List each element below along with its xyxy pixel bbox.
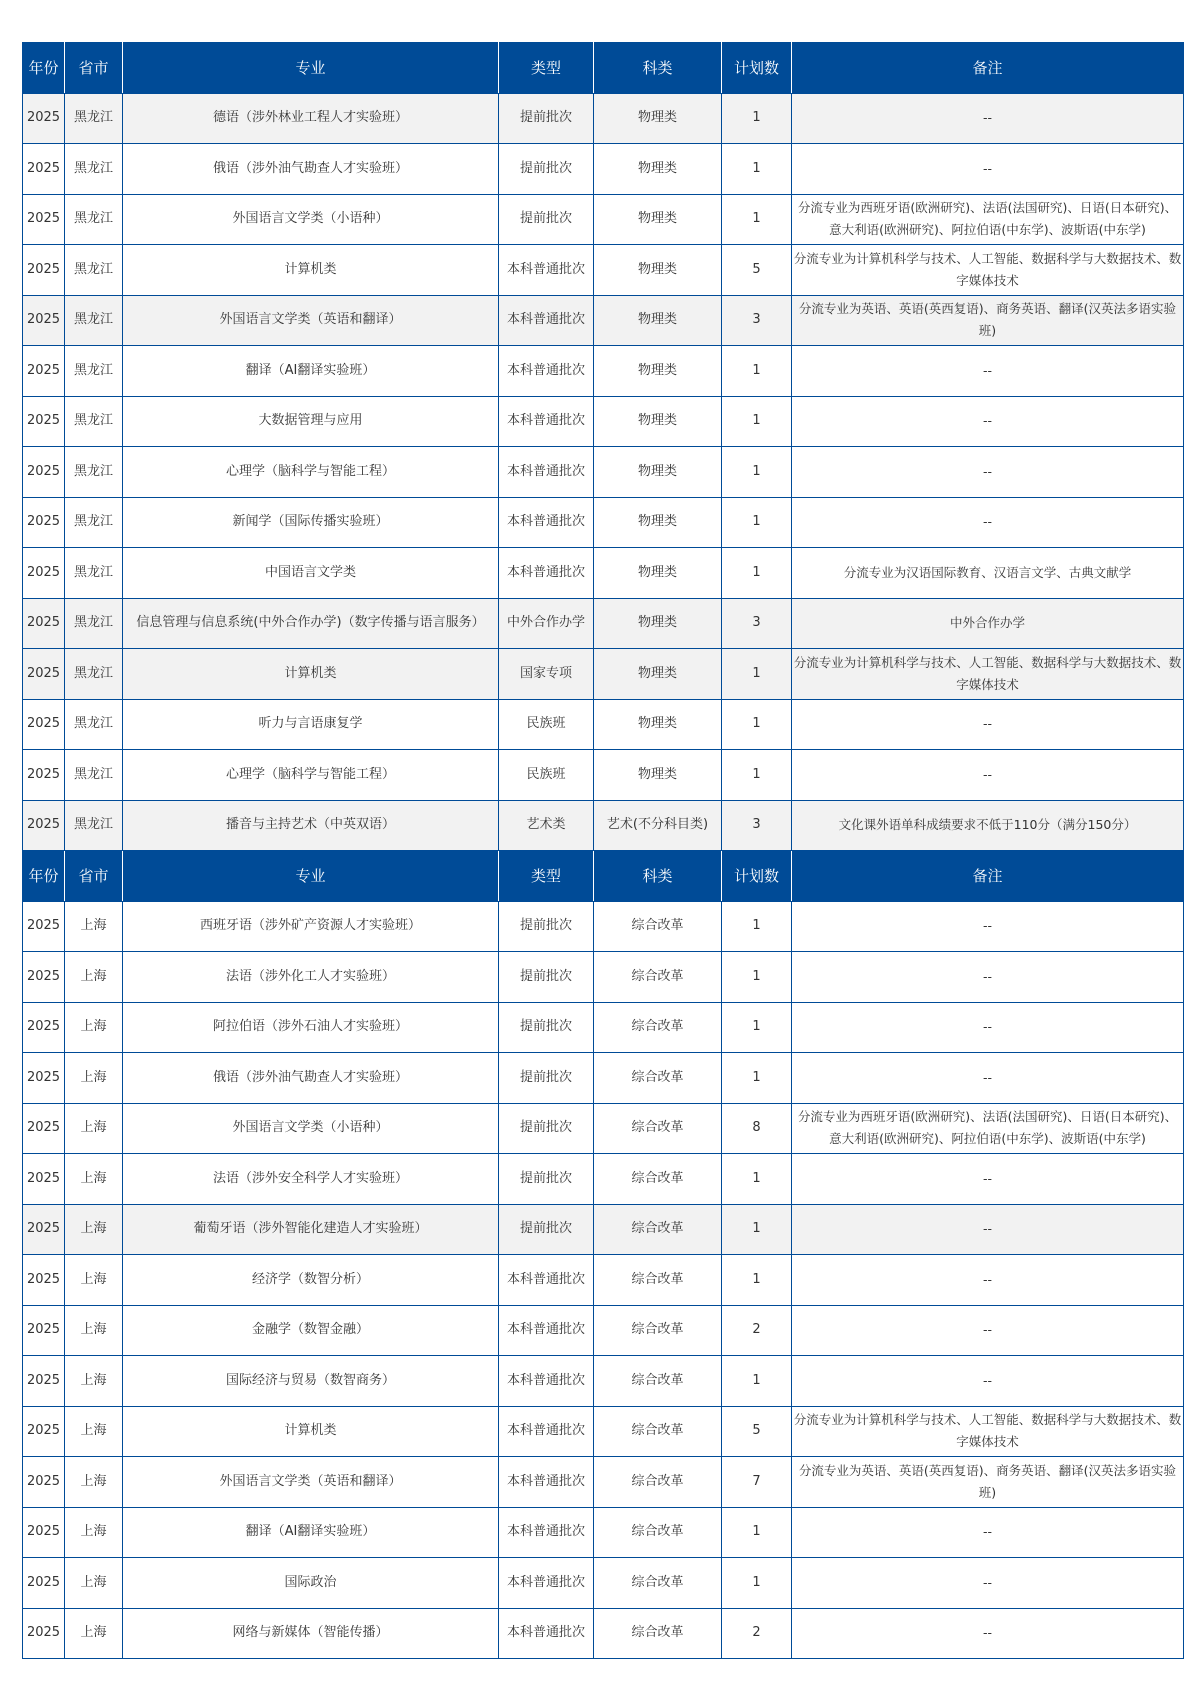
cell-year: 2025	[23, 447, 65, 498]
cell-year: 2025	[23, 1608, 65, 1659]
cell-note: --	[792, 952, 1184, 1003]
cell-major: 心理学（脑科学与智能工程）	[123, 447, 499, 498]
cell-province: 上海	[65, 1457, 123, 1508]
cell-major: 播音与主持艺术（中英双语）	[123, 800, 499, 851]
cell-type: 中外合作办学	[499, 598, 594, 649]
cell-year: 2025	[23, 1406, 65, 1457]
cell-note: --	[792, 1356, 1184, 1407]
table-row	[23, 1053, 1184, 1104]
cell-province: 黑龙江	[65, 699, 123, 750]
cell-note: --	[792, 144, 1184, 195]
cell-plan: 1	[722, 144, 792, 195]
cell-note: --	[792, 447, 1184, 498]
header-subject: 科类	[594, 851, 722, 902]
cell-province: 黑龙江	[65, 497, 123, 548]
cell-major: 俄语（涉外油气勘查人才实验班）	[123, 144, 499, 195]
table-row	[23, 1255, 1184, 1306]
cell-plan: 3	[722, 800, 792, 851]
cell-type: 提前批次	[499, 1103, 594, 1154]
cell-plan: 1	[722, 1507, 792, 1558]
cell-note: --	[792, 346, 1184, 397]
cell-province: 上海	[65, 1305, 123, 1356]
table-row	[23, 800, 1184, 851]
cell-province: 上海	[65, 1255, 123, 1306]
cell-type: 提前批次	[499, 93, 594, 144]
table-header-row	[23, 851, 1184, 902]
cell-plan: 1	[722, 447, 792, 498]
cell-year: 2025	[23, 1507, 65, 1558]
cell-plan: 1	[722, 750, 792, 801]
cell-subject: 物理类	[594, 447, 722, 498]
header-type: 类型	[499, 43, 594, 94]
cell-type: 提前批次	[499, 194, 594, 245]
cell-province: 黑龙江	[65, 194, 123, 245]
cell-note: --	[792, 901, 1184, 952]
header-province: 省市	[65, 43, 123, 94]
table-row	[23, 1002, 1184, 1053]
table-row	[23, 497, 1184, 548]
cell-province: 上海	[65, 952, 123, 1003]
table-row	[23, 649, 1184, 700]
cell-type: 本科普通批次	[499, 346, 594, 397]
cell-subject: 综合改革	[594, 1457, 722, 1508]
cell-note: --	[792, 396, 1184, 447]
cell-plan: 1	[722, 548, 792, 599]
cell-type: 本科普通批次	[499, 548, 594, 599]
cell-year: 2025	[23, 548, 65, 599]
cell-province: 上海	[65, 1154, 123, 1205]
cell-year: 2025	[23, 649, 65, 700]
cell-plan: 3	[722, 598, 792, 649]
cell-year: 2025	[23, 598, 65, 649]
cell-province: 黑龙江	[65, 144, 123, 195]
cell-note: 分流专业为汉语国际教育、汉语言文学、古典文献学	[792, 548, 1184, 599]
cell-subject: 综合改革	[594, 901, 722, 952]
cell-note: --	[792, 1053, 1184, 1104]
cell-subject: 综合改革	[594, 1103, 722, 1154]
table-row	[23, 396, 1184, 447]
table-row	[23, 1406, 1184, 1457]
cell-subject: 综合改革	[594, 952, 722, 1003]
cell-type: 本科普通批次	[499, 1507, 594, 1558]
cell-subject: 综合改革	[594, 1002, 722, 1053]
cell-province: 上海	[65, 1558, 123, 1609]
cell-major: 大数据管理与应用	[123, 396, 499, 447]
cell-note: --	[792, 1608, 1184, 1659]
cell-type: 民族班	[499, 750, 594, 801]
table-row	[23, 598, 1184, 649]
header-major: 专业	[123, 43, 499, 94]
cell-note: 分流专业为计算机科学与技术、人工智能、数据科学与大数据技术、数字媒体技术	[792, 649, 1184, 700]
cell-note: --	[792, 1305, 1184, 1356]
header-type: 类型	[499, 851, 594, 902]
cell-major: 国际经济与贸易（数智商务）	[123, 1356, 499, 1407]
cell-plan: 7	[722, 1457, 792, 1508]
cell-type: 民族班	[499, 699, 594, 750]
table-row	[23, 1204, 1184, 1255]
cell-province: 黑龙江	[65, 93, 123, 144]
cell-year: 2025	[23, 800, 65, 851]
table-body	[23, 43, 1184, 1659]
cell-subject: 物理类	[594, 245, 722, 296]
cell-subject: 物理类	[594, 93, 722, 144]
cell-major: 新闻学（国际传播实验班）	[123, 497, 499, 548]
table-row	[23, 750, 1184, 801]
cell-note: --	[792, 750, 1184, 801]
cell-note: 分流专业为计算机科学与技术、人工智能、数据科学与大数据技术、数字媒体技术	[792, 245, 1184, 296]
cell-subject: 物理类	[594, 649, 722, 700]
cell-major: 外国语言文学类（英语和翻译）	[123, 295, 499, 346]
cell-major: 经济学（数智分析）	[123, 1255, 499, 1306]
cell-note: --	[792, 1255, 1184, 1306]
cell-major: 葡萄牙语（涉外智能化建造人才实验班）	[123, 1204, 499, 1255]
cell-subject: 综合改革	[594, 1053, 722, 1104]
cell-year: 2025	[23, 952, 65, 1003]
cell-major: 计算机类	[123, 245, 499, 296]
cell-major: 计算机类	[123, 649, 499, 700]
cell-province: 黑龙江	[65, 649, 123, 700]
cell-major: 国际政治	[123, 1558, 499, 1609]
cell-subject: 物理类	[594, 699, 722, 750]
table-row	[23, 1103, 1184, 1154]
cell-subject: 综合改革	[594, 1608, 722, 1659]
cell-note: --	[792, 1154, 1184, 1205]
cell-year: 2025	[23, 245, 65, 296]
cell-province: 黑龙江	[65, 346, 123, 397]
table-row	[23, 952, 1184, 1003]
cell-year: 2025	[23, 1457, 65, 1508]
cell-province: 上海	[65, 1356, 123, 1407]
cell-year: 2025	[23, 1558, 65, 1609]
cell-major: 计算机类	[123, 1406, 499, 1457]
cell-plan: 1	[722, 1053, 792, 1104]
cell-subject: 物理类	[594, 346, 722, 397]
cell-note: 分流专业为英语、英语(英西复语)、商务英语、翻译(汉英法多语实验班)	[792, 1457, 1184, 1508]
cell-province: 上海	[65, 1002, 123, 1053]
cell-plan: 5	[722, 245, 792, 296]
cell-subject: 物理类	[594, 194, 722, 245]
cell-type: 本科普通批次	[499, 1608, 594, 1659]
table-row	[23, 1608, 1184, 1659]
cell-major: 金融学（数智金融）	[123, 1305, 499, 1356]
cell-plan: 1	[722, 649, 792, 700]
table-row	[23, 447, 1184, 498]
cell-province: 上海	[65, 1053, 123, 1104]
cell-note: 分流专业为英语、英语(英西复语)、商务英语、翻译(汉英法多语实验班)	[792, 295, 1184, 346]
cell-major: 信息管理与信息系统(中外合作办学)（数字传播与语言服务）	[123, 598, 499, 649]
cell-subject: 物理类	[594, 548, 722, 599]
cell-subject: 物理类	[594, 396, 722, 447]
cell-province: 上海	[65, 1103, 123, 1154]
cell-note: --	[792, 1002, 1184, 1053]
table-row	[23, 1356, 1184, 1407]
cell-note: --	[792, 1558, 1184, 1609]
cell-year: 2025	[23, 93, 65, 144]
cell-note: 分流专业为西班牙语(欧洲研究)、法语(法国研究)、日语(日本研究)、意大利语(欧洲研究)、阿拉伯语(中东学)、波斯语(中东学)	[792, 194, 1184, 245]
cell-year: 2025	[23, 750, 65, 801]
cell-major: 法语（涉外安全科学人才实验班）	[123, 1154, 499, 1205]
cell-major: 心理学（脑科学与智能工程）	[123, 750, 499, 801]
cell-type: 艺术类	[499, 800, 594, 851]
cell-type: 提前批次	[499, 1002, 594, 1053]
cell-year: 2025	[23, 1154, 65, 1205]
cell-plan: 1	[722, 1356, 792, 1407]
cell-province: 上海	[65, 1204, 123, 1255]
header-year: 年份	[23, 851, 65, 902]
cell-type: 本科普通批次	[499, 1457, 594, 1508]
cell-year: 2025	[23, 194, 65, 245]
table-row	[23, 295, 1184, 346]
cell-subject: 综合改革	[594, 1255, 722, 1306]
cell-subject: 综合改革	[594, 1154, 722, 1205]
cell-type: 本科普通批次	[499, 1255, 594, 1306]
cell-note: 文化课外语单科成绩要求不低于110分（满分150分）	[792, 800, 1184, 851]
cell-year: 2025	[23, 699, 65, 750]
cell-province: 黑龙江	[65, 800, 123, 851]
cell-year: 2025	[23, 1103, 65, 1154]
cell-major: 听力与言语康复学	[123, 699, 499, 750]
cell-note: --	[792, 93, 1184, 144]
cell-type: 提前批次	[499, 901, 594, 952]
cell-major: 中国语言文学类	[123, 548, 499, 599]
table-row	[23, 1154, 1184, 1205]
cell-major: 俄语（涉外油气勘查人才实验班）	[123, 1053, 499, 1104]
cell-plan: 1	[722, 699, 792, 750]
header-plan-count: 计划数	[722, 851, 792, 902]
cell-province: 上海	[65, 1406, 123, 1457]
table-row	[23, 901, 1184, 952]
cell-subject: 综合改革	[594, 1558, 722, 1609]
header-plan-count: 计划数	[722, 43, 792, 94]
cell-major: 翻译（AI翻译实验班）	[123, 1507, 499, 1558]
cell-province: 黑龙江	[65, 245, 123, 296]
header-note: 备注	[792, 43, 1184, 94]
cell-type: 国家专项	[499, 649, 594, 700]
cell-plan: 2	[722, 1608, 792, 1659]
cell-year: 2025	[23, 1002, 65, 1053]
cell-type: 本科普通批次	[499, 396, 594, 447]
cell-year: 2025	[23, 497, 65, 548]
cell-year: 2025	[23, 144, 65, 195]
cell-major: 翻译（AI翻译实验班）	[123, 346, 499, 397]
cell-province: 黑龙江	[65, 447, 123, 498]
cell-province: 黑龙江	[65, 295, 123, 346]
cell-subject: 综合改革	[594, 1406, 722, 1457]
table-row	[23, 699, 1184, 750]
cell-subject: 艺术(不分科目类)	[594, 800, 722, 851]
table-row	[23, 1305, 1184, 1356]
table-row	[23, 1558, 1184, 1609]
table-row	[23, 245, 1184, 296]
cell-subject: 物理类	[594, 295, 722, 346]
cell-type: 本科普通批次	[499, 497, 594, 548]
cell-subject: 物理类	[594, 750, 722, 801]
cell-type: 本科普通批次	[499, 1305, 594, 1356]
cell-major: 西班牙语（涉外矿产资源人才实验班）	[123, 901, 499, 952]
cell-province: 黑龙江	[65, 598, 123, 649]
cell-plan: 1	[722, 1204, 792, 1255]
cell-province: 黑龙江	[65, 548, 123, 599]
header-major: 专业	[123, 851, 499, 902]
cell-note: 分流专业为西班牙语(欧洲研究)、法语(法国研究)、日语(日本研究)、意大利语(欧洲研究)、阿拉伯语(中东学)、波斯语(中东学)	[792, 1103, 1184, 1154]
cell-year: 2025	[23, 396, 65, 447]
cell-type: 本科普通批次	[499, 1356, 594, 1407]
cell-subject: 综合改革	[594, 1204, 722, 1255]
cell-note: 中外合作办学	[792, 598, 1184, 649]
cell-plan: 1	[722, 1154, 792, 1205]
header-province: 省市	[65, 851, 123, 902]
cell-year: 2025	[23, 1255, 65, 1306]
cell-major: 外国语言文学类（小语种）	[123, 1103, 499, 1154]
cell-province: 上海	[65, 1507, 123, 1558]
cell-type: 本科普通批次	[499, 1406, 594, 1457]
cell-year: 2025	[23, 1356, 65, 1407]
table-row	[23, 346, 1184, 397]
cell-plan: 1	[722, 497, 792, 548]
cell-major: 阿拉伯语（涉外石油人才实验班）	[123, 1002, 499, 1053]
cell-province: 上海	[65, 901, 123, 952]
cell-major: 法语（涉外化工人才实验班）	[123, 952, 499, 1003]
cell-note: --	[792, 497, 1184, 548]
cell-plan: 1	[722, 1255, 792, 1306]
cell-plan: 1	[722, 346, 792, 397]
cell-plan: 1	[722, 1002, 792, 1053]
enrollment-plan-table	[22, 42, 1184, 1659]
cell-plan: 1	[722, 194, 792, 245]
header-note: 备注	[792, 851, 1184, 902]
cell-year: 2025	[23, 1305, 65, 1356]
cell-year: 2025	[23, 1053, 65, 1104]
cell-year: 2025	[23, 1204, 65, 1255]
cell-note: --	[792, 1507, 1184, 1558]
cell-subject: 物理类	[594, 497, 722, 548]
cell-major: 德语（涉外林业工程人才实验班）	[123, 93, 499, 144]
cell-plan: 3	[722, 295, 792, 346]
cell-major: 外国语言文学类（小语种）	[123, 194, 499, 245]
cell-type: 本科普通批次	[499, 295, 594, 346]
cell-plan: 5	[722, 1406, 792, 1457]
table-header-row	[23, 43, 1184, 94]
cell-type: 提前批次	[499, 1154, 594, 1205]
table-row	[23, 144, 1184, 195]
table-row	[23, 1507, 1184, 1558]
cell-subject: 综合改革	[594, 1507, 722, 1558]
table-row	[23, 1457, 1184, 1508]
cell-year: 2025	[23, 346, 65, 397]
cell-type: 本科普通批次	[499, 1558, 594, 1609]
cell-type: 提前批次	[499, 1204, 594, 1255]
table-row	[23, 93, 1184, 144]
cell-province: 黑龙江	[65, 750, 123, 801]
cell-year: 2025	[23, 901, 65, 952]
header-year: 年份	[23, 43, 65, 94]
cell-province: 黑龙江	[65, 396, 123, 447]
table-row	[23, 194, 1184, 245]
cell-plan: 1	[722, 1558, 792, 1609]
cell-subject: 物理类	[594, 598, 722, 649]
cell-plan: 2	[722, 1305, 792, 1356]
cell-type: 提前批次	[499, 144, 594, 195]
cell-type: 提前批次	[499, 952, 594, 1003]
cell-note: --	[792, 699, 1184, 750]
table-row	[23, 548, 1184, 599]
cell-plan: 8	[722, 1103, 792, 1154]
cell-subject: 综合改革	[594, 1356, 722, 1407]
cell-type: 提前批次	[499, 1053, 594, 1104]
header-subject: 科类	[594, 43, 722, 94]
cell-type: 本科普通批次	[499, 245, 594, 296]
cell-note: --	[792, 1204, 1184, 1255]
cell-major: 网络与新媒体（智能传播）	[123, 1608, 499, 1659]
cell-year: 2025	[23, 295, 65, 346]
cell-plan: 1	[722, 952, 792, 1003]
cell-plan: 1	[722, 396, 792, 447]
cell-type: 本科普通批次	[499, 447, 594, 498]
cell-plan: 1	[722, 901, 792, 952]
cell-subject: 物理类	[594, 144, 722, 195]
cell-major: 外国语言文学类（英语和翻译）	[123, 1457, 499, 1508]
cell-subject: 综合改革	[594, 1305, 722, 1356]
cell-note: 分流专业为计算机科学与技术、人工智能、数据科学与大数据技术、数字媒体技术	[792, 1406, 1184, 1457]
cell-plan: 1	[722, 93, 792, 144]
cell-province: 上海	[65, 1608, 123, 1659]
